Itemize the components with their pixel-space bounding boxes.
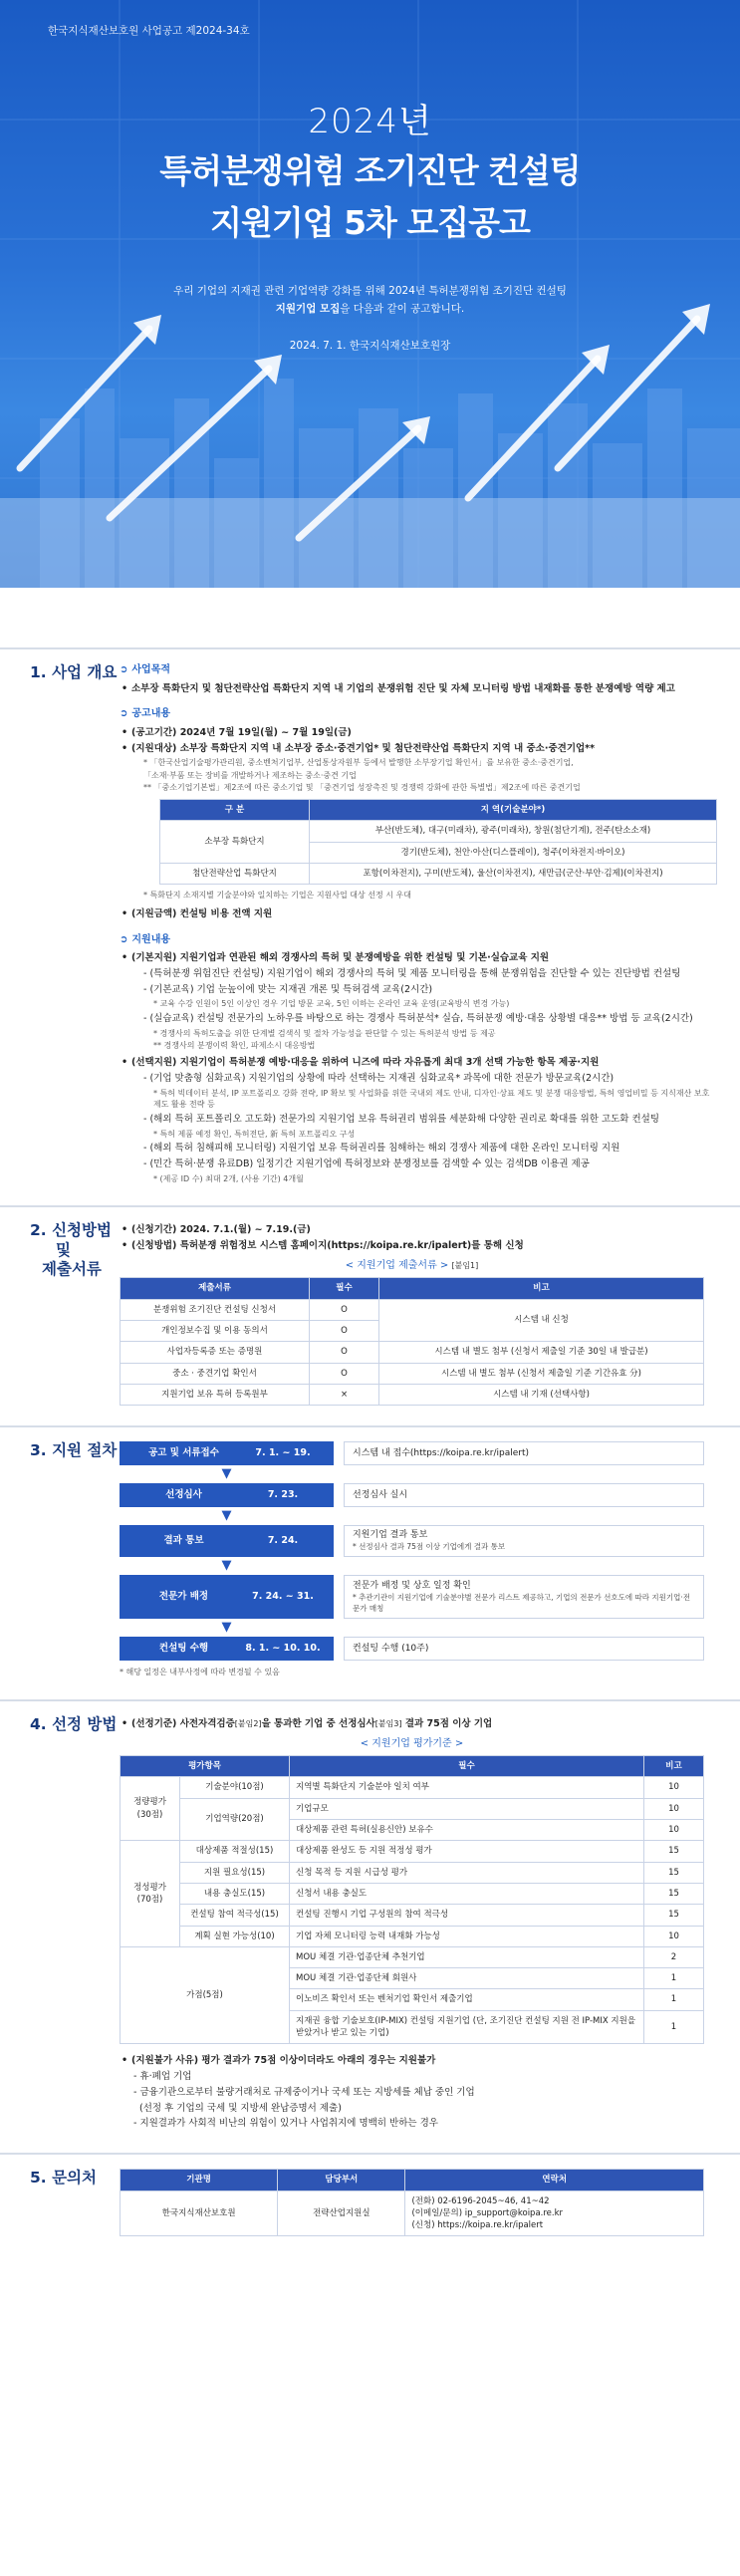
selection-criteria	[120, 1717, 704, 1731]
spacer	[344, 1557, 704, 1575]
table-cell: 컨설팅 진행시 기업 구성원의 참여 적극성	[290, 1905, 644, 1926]
table-cell: 소부장 특화단지	[160, 821, 310, 864]
table-header: 비고	[644, 1756, 704, 1777]
table-cell: O	[310, 1363, 379, 1384]
ineligible-item: - 금융기관으로부터 불량거래처로 규제중이거나 국세 또는 지방세를 체납 중인 기업	[133, 2086, 475, 2098]
section-title: 4. 선정 방법	[30, 1714, 118, 1733]
table-cell: 시스템 내 별도 첨부 (신청서 제출일 기준 30일 내 발급분)	[379, 1342, 704, 1363]
subheading-support: ➲ 지원내용	[120, 933, 717, 948]
caption-ref: [붙임1]	[451, 1260, 479, 1270]
step-desc-text: 시스템 내 접수(https://koipa.re.kr/ipalert)	[353, 1447, 529, 1458]
arrow-down-icon: ▼	[221, 1557, 232, 1573]
table-cell: 내용 충실도(15)	[180, 1883, 290, 1904]
table-cell: 기업 자체 모니터링 능력 내재화 가능성	[290, 1926, 644, 1946]
hero-desc-rest: 을 다음과 같이 공고합니다.	[340, 303, 465, 316]
table-cell: 시스템 내 신청	[379, 1299, 704, 1342]
support-item: • (기본지원) 지원기업과 연관된 해외 경쟁사의 특허 및 분쟁예방을 위한 컨설팅 및 기본·실습교육 지원	[120, 951, 717, 965]
table-cell: O	[310, 1299, 379, 1320]
step-date: 7. 1. ~ 19.	[255, 1447, 311, 1459]
notice-period: • (공고기간) 2024년 7월 19일(월) ~ 7월 19일(금)	[120, 726, 717, 740]
ineligible-item: - 지원결과가 사회적 비난의 위험이 있거나 사업취지에 명백히 반하는 경우	[133, 2118, 438, 2130]
support-item: • (선택지원) 지원기업이 특허분쟁 예방·대응을 위하여 니즈에 따라 자유롭게 최대 3개 선택 가능한 항목 제공·지원	[120, 1056, 717, 1070]
support-subitem: - (기업 맞춤형 심화교육) 지원기업의 상황에 따라 선택하는 지재권 심화교육* 과목에 대한 전문가 방문교육(2시간)	[143, 1072, 615, 1084]
table-cell: 중소 · 중견기업 확인서	[121, 1363, 310, 1384]
table-cell: 지재권 융합 기술보호(IP-MIX) 컨설팅 지원기업 (단, 조기진단 컨설팅 지원 전 IP-MIX 지원을 받았거나 받고 있는 기업)	[290, 2010, 644, 2044]
subheading-purpose: ➲ 사업목적	[120, 663, 717, 678]
step-name: 공고 및 서류접수	[148, 1447, 219, 1459]
process-note: * 해당 일정은 내부사정에 따라 변경될 수 있음	[120, 1668, 280, 1677]
table-cell: 15	[644, 1862, 704, 1883]
section-process	[0, 1425, 740, 1699]
section-selection	[0, 1699, 740, 2153]
table-cell: 기업역량(20점)	[180, 1798, 290, 1841]
table-cell: 기업규모	[290, 1798, 644, 1819]
table-header: 제출서류	[121, 1278, 310, 1299]
hero-title-line2: 지원기업 5차 모집공고	[210, 203, 530, 242]
support-subitem: - (기본교육) 기업 눈높이에 맞는 지재권 개론 및 특허검색 교육(2시간)	[143, 983, 433, 995]
table-cell: 시스템 내 별도 첨부 (신청서 제출일 기준 기간유효 分)	[379, 1363, 704, 1384]
step-name: 컨설팅 수행	[158, 1643, 209, 1655]
arrow-down-icon: ▼	[221, 1507, 232, 1523]
notice-reference: 한국지식재산보호원 사업공고 제2024-34호	[48, 25, 250, 37]
table-cell: 1	[644, 2010, 704, 2044]
table-caption: < 지원기업 평가기준 >	[360, 1737, 464, 1749]
region-table	[159, 799, 717, 885]
support-subitem: - (실습교육) 컨설팅 전문가의 노하우를 바탕으로 하는 경쟁사 특허분석* 실습, 특허분쟁 예방·대응 상황별 대응** 방법 등 교육(2시간)	[143, 1013, 693, 1025]
caption-text: < 지원기업 제출서류 >	[345, 1259, 449, 1271]
spacer	[344, 1619, 704, 1637]
section-title: 5. 문의처	[30, 2169, 97, 2188]
footnote: * 특허 제품 예정 확인, 특허전단, 新 특허 포트폴리오 구성	[153, 1129, 356, 1139]
funding: • (지원금액) 컨설팅 비용 전액 지원	[120, 907, 717, 921]
footnote: * 특화단지 소재지별 기술분야와 일치하는 기업은 지원사업 대상 선정 시 우대	[143, 891, 411, 901]
table-cell: 사업자등록증 또는 증명원	[121, 1342, 310, 1363]
table-header: 필수	[290, 1756, 644, 1777]
support-subitem: - (민간 특허·분쟁 유료DB) 일정기간 지원기업에 특허정보와 분쟁정보를 검색할 수 있는 검색DB 이용권 제공	[143, 1158, 590, 1169]
table-cell: 정량평가 (30점)	[121, 1777, 180, 1841]
criteria-text: 을 통과한 기업 중	[261, 1717, 340, 1729]
hero-date: 2024. 7. 1. 한국지식재산보호원장	[289, 340, 451, 352]
spacer	[344, 1465, 704, 1483]
process-step	[120, 1441, 334, 1465]
step-desc-text: 컨설팅 수행 (10주)	[353, 1643, 429, 1654]
criteria-text: 선정심사	[339, 1717, 375, 1729]
support-subitem: - (해외 특허 침해피해 모니터링) 지원기업 보유 특허권리를 침해하는 해외 경쟁사 제품에 대한 온라인 모니터링 지원	[143, 1143, 620, 1155]
section-title: 1. 사업 개요	[30, 663, 118, 681]
table-cell: 부산(반도체), 대구(미래차), 광주(미래차), 창원(첨단기계), 전주(탄소소재)	[310, 821, 717, 842]
ineligible-title: • (지원불가 사유) 평가 결과가 75점 이상이더라도 아래의 경우는 지원불가	[120, 2054, 704, 2068]
step-date: 7. 23.	[267, 1489, 299, 1501]
table-header: 담당부서	[278, 2170, 405, 2190]
table-header: 기관명	[121, 2170, 278, 2190]
contact-info	[405, 2190, 704, 2236]
subheading-notice: ➲ 공고내용	[120, 707, 717, 722]
criteria-ref: [붙임2]	[234, 1718, 262, 1728]
support-items-list	[120, 951, 717, 1184]
ineligible-item: - 휴·폐업 기업	[133, 2071, 192, 2083]
table-cell: 기술분야(10점)	[180, 1777, 290, 1798]
step-description	[344, 1525, 704, 1557]
table-cell: 시스템 내 기재 (선택사항)	[379, 1384, 704, 1405]
process-flow	[120, 1441, 704, 1661]
table-header: 비고	[379, 1278, 704, 1299]
table-cell: 첨단전략산업 특화단지	[160, 864, 310, 885]
contact-org: 한국지식재산보호원	[121, 2190, 278, 2236]
ineligible-item: (선정 후 기업의 국세 및 지방세 완납증명서 제출)	[139, 2102, 342, 2114]
table-cell: 15	[644, 1841, 704, 1862]
table-cell: 계획 실현 가능성(10)	[180, 1926, 290, 1946]
table-cell: 지원 필요성(15)	[180, 1862, 290, 1883]
footnote: * 교육 수강 인원이 5인 이상인 경우 기업 방문 교육, 5인 이하는 온라인 교육 운영(교육방식 변경 가능)	[153, 999, 510, 1009]
hero-title-line1: 특허분쟁위험 조기진단 컨설팅	[159, 151, 581, 190]
table-caption	[120, 1259, 704, 1274]
table-cell: 신청 목적 등 지원 시급성 평가	[290, 1862, 644, 1883]
table-cell: 10	[644, 1819, 704, 1840]
process-step	[120, 1525, 334, 1557]
step-date: 8. 1. ~ 10. 10.	[245, 1643, 321, 1655]
arrow-down-icon: ▼	[221, 1619, 232, 1635]
table-cell: 15	[644, 1883, 704, 1904]
process-step	[120, 1575, 334, 1619]
table-cell: 10	[644, 1777, 704, 1798]
evaluation-table	[120, 1755, 704, 2044]
contact-phone: (전화) 02-6196-2045~46, 41~42	[411, 2195, 550, 2206]
table-cell: 대상제품 관련 특허(실용신안) 보유수	[290, 1819, 644, 1840]
criteria-text: (선정기준) 사전자격검증	[131, 1717, 235, 1729]
section-title-line: 제출서류	[42, 1259, 102, 1278]
step-description	[344, 1575, 704, 1619]
step-desc-text: 지원기업 결과 통보	[353, 1530, 428, 1541]
hero-description	[0, 282, 740, 319]
table-cell: 가점(5점)	[121, 1946, 290, 2044]
table-cell: 지역별 특화단지 기술분야 일치 여부	[290, 1777, 644, 1798]
table-cell: 이노비즈 확인서 또는 벤처기업 확인서 제출기업	[290, 1989, 644, 2010]
criteria-text: 결과 75점 이상 기업	[401, 1717, 493, 1729]
notice-target: • (지원대상) 소부장 특화단지 지역 내 소부장 중소·중견기업* 및 첨단전략산업 특화단지 지역 내 중소·중견기업**	[120, 742, 717, 756]
support-subitem: - (해외 특허 포트폴리오 고도화) 전문가의 지원기업 보유 특허권리 범위를 세분화해 다양한 권리로 확대를 위한 고도화 컨설팅	[143, 1113, 660, 1125]
table-cell: 컨설팅 참여 적극성(15)	[180, 1905, 290, 1926]
arrow-down-icon: ▼	[221, 1465, 232, 1481]
step-name: 전문가 배정	[158, 1591, 209, 1603]
table-cell: 2	[644, 1946, 704, 1967]
documents-table	[120, 1277, 704, 1406]
step-name: 결과 통보	[163, 1535, 204, 1547]
purpose-text: • 소부장 특화단지 및 첨단전략산업 특화단지 지역 내 기업의 분쟁위험 진단 및 자체 모니터링 방법 내재화를 통한 분쟁예방 역량 제고	[120, 682, 717, 696]
section-overview	[0, 647, 740, 1205]
table-header: 지 역(기술분야*)	[310, 800, 717, 821]
contact-email[interactable]: (이메일/문의) ip_support@koipa.re.kr	[411, 2207, 564, 2218]
step-desc-text: 전문가 배정 및 상호 일정 확인	[353, 1580, 471, 1591]
hero-desc-line1: 우리 기업의 지재권 관련 기업역량 강화를 위해 2024년 특허분쟁위험 조기진단 컨설팅	[173, 285, 567, 297]
hero-desc-bold: 지원기업 모집	[275, 303, 341, 316]
table-cell: 대상제품 완성도 등 지원 적정성 평가	[290, 1841, 644, 1862]
table-cell: 경기(반도체), 천안·아산(디스플레이), 청주(이차전지·바이오)	[310, 842, 717, 863]
spacer	[344, 1507, 704, 1525]
step-desc-note: * 선정심사 결과 75점 이상 기업에게 결과 통보	[353, 1542, 506, 1552]
step-desc-text: 선정심사 실시	[353, 1489, 408, 1500]
section-title: 3. 지원 절차	[30, 1441, 118, 1460]
footnote: 「소재·부품 또는 장비를 개발하거나 제조하는 중소·중견 기업	[143, 770, 357, 780]
table-header: 평가항목	[121, 1756, 290, 1777]
process-step	[120, 1637, 334, 1661]
table-cell: 1	[644, 1989, 704, 2010]
table-cell: MOU 체결 기관·업종단체 회원사	[290, 1968, 644, 1989]
table-cell: 대상제품 적절성(15)	[180, 1841, 290, 1862]
section-title-line: 2. 신청방법	[30, 1221, 112, 1240]
table-cell: 10	[644, 1926, 704, 1946]
table-cell: 10	[644, 1798, 704, 1819]
step-name: 선정심사	[165, 1489, 202, 1501]
contact-link[interactable]: (신청) https://koipa.re.kr/ipalert	[411, 2220, 544, 2231]
process-step	[120, 1483, 334, 1507]
table-cell: O	[310, 1342, 379, 1363]
section-contact	[0, 2153, 740, 2256]
table-cell: 개인정보수집 및 이용 동의서	[121, 1320, 310, 1341]
section-title-line: 및	[56, 1240, 71, 1259]
step-description	[344, 1441, 704, 1465]
section-application	[0, 1205, 740, 1425]
table-cell: 정성평가 (70점)	[121, 1841, 180, 1947]
contact-table	[120, 2169, 704, 2236]
footnote: * (제공 ID 수) 최대 2개, (사용 기간) 4개월	[153, 1173, 304, 1183]
footnote: ** 「중소기업기본법」제2조에 따른 중소기업 및 「중견기업 성장촉진 및 경쟁력 강화에 관한 특별법」제2조에 따른 중견기업	[143, 783, 581, 793]
footnote: * 특허 빅데이터 분석, IP 포트폴리오 강화 전략, IP 확보 및 사업화를 위한 국내외 제도 안내, 디자인·상표 제도 및 분쟁 대응방법, 특허 영업비밀 등 지식재산 보호제도 활용 전략 등	[153, 1088, 710, 1110]
table-cell: 포항(이차전지), 구미(반도체), 울산(이차전지), 새만금(군산·부안·김제)(이차전지)	[310, 864, 717, 885]
step-date: 7. 24. ~ 31.	[252, 1591, 314, 1603]
table-cell: MOU 체결 기관·업종단체 추천기업	[290, 1946, 644, 1967]
contact-dept: 전략산업지원실	[278, 2190, 405, 2236]
apply-method: • (신청방법) 특허분쟁 위험정보 시스템 홈페이지(https://koipa.re.kr/ipalert)를 통해 신청	[120, 1239, 704, 1253]
table-header: 연락처	[405, 2170, 704, 2190]
step-date: 7. 24.	[267, 1535, 299, 1547]
table-cell: 15	[644, 1905, 704, 1926]
table-cell: 지원기업 보유 특허 등록원부	[121, 1384, 310, 1405]
table-cell: 신청서 내용 충실도	[290, 1883, 644, 1904]
hero-banner	[0, 0, 740, 588]
step-desc-note: * 추관기관이 지원기업에 기술분야별 전문가 리스트 제공하고, 기업의 전문가 선호도에 따라 지원기업·전문가 매칭	[353, 1592, 691, 1613]
apply-period: • (신청기간) 2024. 7.1.(월) ~ 7.19.(금)	[120, 1223, 704, 1237]
step-description	[344, 1637, 704, 1661]
criteria-ref: [붙임3]	[374, 1718, 402, 1728]
table-header: 필수	[310, 1278, 379, 1299]
section-title	[0, 1221, 120, 1406]
table-cell: 분쟁위험 조기진단 컨설팅 신청서	[121, 1299, 310, 1320]
table-header: 구 분	[160, 800, 310, 821]
footnote: * 「한국산업기술평가관리원, 중소벤처기업부, 산업통상자원부 등에서 발행한 소부장기업 확인서」를 보유한 중소·중견기업,	[143, 758, 574, 768]
table-cell: O	[310, 1320, 379, 1341]
footnote: ** 경쟁사의 분쟁이력 확인, 파제소시 대응방법	[153, 1041, 316, 1051]
support-subitem: - (특허분쟁 위험진단 컨설팅) 지원기업이 해외 경쟁사의 특허 및 제품 모니터링을 통해 분쟁위험을 진단할 수 있는 진단방법 컨설팅	[143, 967, 681, 979]
step-description	[344, 1483, 704, 1507]
footnote: * 경쟁사의 특허도출을 위한 단계별 검색식 및 절차 가능성을 판단할 수 있는 특허분석 방법 등 제공	[153, 1028, 496, 1038]
table-cell: ×	[310, 1384, 379, 1405]
hero-year: 2024년	[308, 102, 432, 141]
table-cell: 1	[644, 1968, 704, 1989]
